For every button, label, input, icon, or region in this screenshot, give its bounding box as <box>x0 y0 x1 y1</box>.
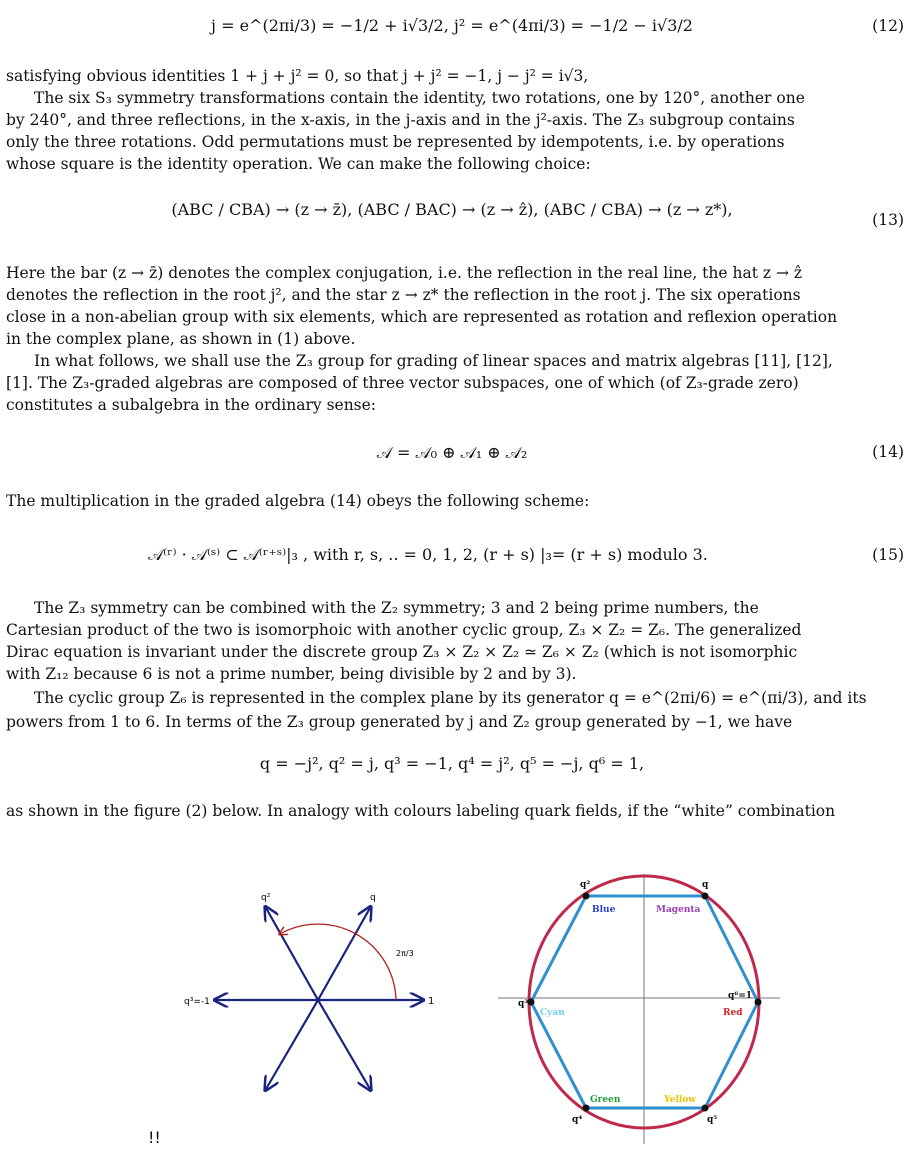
paragraph-six-line-2: by 240°, and three reflections, in the x-axis, in the j-axis and in the j²-axis. The Z₃ subgroup contains <box>6 111 795 129</box>
vertex-q4 <box>583 1105 590 1112</box>
equation-15 <box>148 543 904 567</box>
paragraph-bar-line-3: close in a non-abelian group with six elements, which are represented as rotation and reflexion operation <box>6 308 838 326</box>
paragraph-bar-line-4: in the complex plane, as shown in (1) above. <box>6 330 356 348</box>
paragraph-six-line-1: The six S₃ symmetry transformations contain the identity, two rotations, one by 120°, another one <box>34 89 805 107</box>
equation-13-number: (13) <box>872 211 904 229</box>
paragraph-z3-line-1: The Z₃ symmetry can be combined with the Z₂ symmetry; 3 and 2 being prime numbers, the <box>34 599 759 617</box>
colour-label-magenta: Magenta <box>656 905 701 915</box>
equation-q-powers <box>0 752 904 776</box>
bottom-mark: !! <box>148 1128 161 1147</box>
colour-label-blue: Blue <box>592 905 616 915</box>
label-q3: q³=-1 <box>184 997 210 1007</box>
multiplication-line: The multiplication in the graded algebra (14) obeys the following scheme: <box>6 492 590 510</box>
vertex-label-q3: q³ <box>518 999 529 1009</box>
vertex-label-q4: q⁴ <box>572 1115 583 1125</box>
paragraph-z3-line-2: Cartesian product of the two is isomorphoic with another cyclic group, Z₃ × Z₂ = Z₆. The generalized <box>6 621 802 639</box>
colour-label-yellow: Yellow <box>664 1095 696 1105</box>
colour-hexagon-figure <box>494 860 784 1150</box>
vertex-label-q: q <box>702 880 709 890</box>
label-q: q <box>370 893 376 903</box>
vertex-q3 <box>528 999 535 1006</box>
paragraph-z3-line-3: Dirac equation is invariant under the discrete group Z₃ × Z₂ × Z₂ ≃ Z₆ × Z₂ (which is not isomorphic <box>6 643 798 661</box>
arrow-q2 <box>266 908 318 1000</box>
arrow-q4 <box>266 1000 318 1089</box>
paragraph-z3-line-4: with Z₁₂ because 6 is not a prime number, being divisible by 2 and by 3). <box>6 665 577 683</box>
vertex-q6 <box>755 999 762 1006</box>
vertex-label-q2: q² <box>580 880 591 890</box>
equation-q-powers-text: q = −j², q² = j, q³ = −1, q⁴ = j², q⁵ = −j, q⁶ = 1, <box>259 754 645 773</box>
equation-15-number: (15) <box>872 546 904 564</box>
colour-label-cyan: Cyan <box>540 1008 565 1018</box>
equation-12-text: j = e^(2πi/3) = −1/2 + i√3/2, j² = e^(4πi/3) = −1/2 − i√3/2 <box>211 16 693 35</box>
figure-intro-line: as shown in the figure (2) below. In analogy with colours labeling quark fields, if the “white” combination <box>6 802 836 820</box>
equation-13 <box>0 198 904 222</box>
equation-14-text: 𝒜 = 𝒜₀ ⊕ 𝒜₁ ⊕ 𝒜₂ <box>376 443 528 462</box>
colour-label-red: Red <box>723 1008 743 1018</box>
paragraph-six-line-3: only the three rotations. Odd permutations must be represented by idempotents, i.e. by operations <box>6 133 785 151</box>
paragraph-cyclic-line-2: powers from 1 to 6. In terms of the Z₃ group generated by j and Z₂ group generated by −1, we have <box>6 713 793 731</box>
arrow-q <box>318 908 370 1000</box>
paragraph-what-line-3: constitutes a subalgebra in the ordinary sense: <box>6 396 377 414</box>
vertex-q5 <box>702 1105 709 1112</box>
paragraph-bar-line-2: denotes the reflection in the root j², and the star z → z* the reflection in the root j. The six operations <box>6 286 801 304</box>
label-q2: q² <box>261 893 271 903</box>
rotation-arrows-figure <box>150 870 470 1120</box>
equation-12-number: (12) <box>872 17 904 35</box>
equation-14 <box>0 441 904 465</box>
equation-13-text: (ABC / CBA) → (z → z̄), (ABC / BAC) → (z → ẑ), (ABC / CBA) → (z → z*), <box>171 200 733 219</box>
label-1: 1 <box>428 996 435 1007</box>
identities-line: satisfying obvious identities 1 + j + j² = 0, so that j + j² = −1, j − j² = i√3, <box>6 67 589 85</box>
vertex-label-q5: q⁵ <box>707 1115 718 1125</box>
arrow-q5 <box>318 1000 370 1089</box>
vertex-label-q6: q⁶=1 <box>728 991 753 1001</box>
vertex-q2 <box>583 893 590 900</box>
equation-12 <box>0 14 904 38</box>
equation-14-number: (14) <box>872 443 904 461</box>
equation-15-text: 𝒜⁽ʳ⁾ · 𝒜⁽ˢ⁾ ⊂ 𝒜⁽ʳ⁺ˢ⁾|₃ , with r, s, .. = 0, 1, 2, (r + s) |₃= (r + s) modulo 3. <box>148 545 708 564</box>
colour-label-green: Green <box>590 1095 621 1105</box>
paragraph-six-line-4: whose square is the identity operation. We can make the following choice: <box>6 155 591 173</box>
paragraph-cyclic-line-1: The cyclic group Z₆ is represented in the complex plane by its generator q = e^(2πi/6) = e^(πi/3), and its <box>34 689 867 707</box>
paragraph-what-line-2: [1]. The Z₃-graded algebras are composed of three vector subspaces, one of which (of Z₃-grade zero) <box>6 374 799 392</box>
paragraph-what-line-1: In what follows, we shall use the Z₃ group for grading of linear spaces and matrix algebras [11], [12], <box>34 352 833 370</box>
vertex-q <box>702 893 709 900</box>
label-angle: 2π/3 <box>396 949 414 958</box>
paragraph-bar-line-1: Here the bar (z → z̄) denotes the complex conjugation, i.e. the reflection in the real line, the hat z → ẑ <box>6 264 803 282</box>
